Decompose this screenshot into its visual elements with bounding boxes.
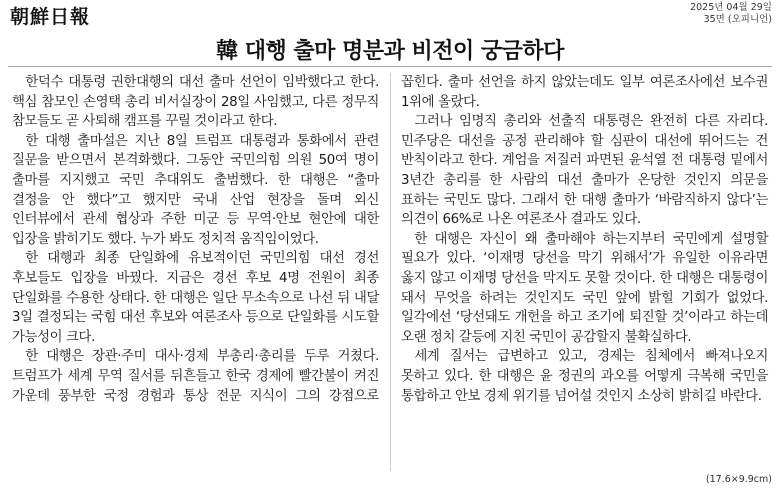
issue-meta [690, 2, 772, 26]
paragraph: 세계 질서는 급변하고 있고, 경제는 침체에서 빠져나오지 못하고 있다. 한 대행은 윤 정권의 과오를 어떻게 극복해 국민을 통합하고 안보 경제 위기를 넘어설 것인지 소상히 밝히길 바란다. [401, 349, 768, 404]
paragraph: 한 대행 출마설은 지난 8일 트럼프 대통령과 통화에서 관련 질문을 받으면서 본격화했다. 그동안 국민의힘 의원 50여 명이 출마를 지지했고 국민 추대위도 출범했다. 한 대행은 “출마 결정을 안 했다”고 했지만 국내 산업 현장을 돌며 외신 인터뷰에서 관세 협상과 주한 미군 등 무역·안보 현안에 대한 입장을 밝히기도 했다. 누가 봐도 정치적 움직임이었다. [12, 133, 379, 247]
clipping-size: (17.6×9.9cm) [705, 474, 772, 485]
paragraph: 한 대행은 장관·주미 대사·경제 부총리·총리를 두루 거쳤다. 트럼프가 세계 무역 질서를 뒤흔들고 한국 경제에 빨간불이 켜진 가운데 풍부한 국정 경험과 통상 전문 지식이 그의 강점으로 꼽힌다. 출마 선언을 하지 않았는데도 일부 여론조사에선 보수권 1위에 올랐다. [12, 75, 768, 404]
newspaper-logo: 朝鮮日報 [10, 6, 91, 28]
article-headline: 韓 대행 출마 명분과 비전이 궁금하다 [216, 39, 564, 64]
paragraph: 한덕수 대통령 권한대행의 대선 출마 선언이 임박했다고 한다. 핵심 참모인 손영택 총리 비서실장이 28일 사임했고, 다른 정무직 참모들도 곧 사퇴해 캠프를 꾸릴 것이라고 한다. [12, 75, 379, 130]
issue-date: 2025년 04월 29일 [690, 2, 772, 13]
paragraph: 한 대행은 자신이 왜 출마해야 하는지부터 국민에게 설명할 필요가 있다. ‘이재명 당선을 막기 위해서’가 유일한 이유라면 옳지 않고 이재명 당선을 막지도 못할 것이다. 한 대행은 대통령이 돼서 무엇을 하려는 것인지도 국민 앞에 밝힐 기회가 없었다. 일각에선 ‘당선돼도 개헌을 하고 조기에 퇴진할 것’이라고 하는데 오랜 정치 갈등에 지친 국민이 공감할지 불확실하다. [401, 231, 768, 345]
paragraph: 한 대행과 최종 단일화에 유보적이던 국민의힘 대선 경선 후보들도 입장을 바꿨다. 지금은 경선 후보 4명 전원이 최종 단일화를 수용한 상태다. 한 대행은 일단 무소속으로 나선 뒤 내달 3일 결정되는 국힘 대선 후보와 여론조사 등으로 단일화를 시도할 가능성이 크다. [12, 251, 379, 345]
paragraph: 그러나 임명직 총리와 선출직 대통령은 완전히 다른 자리다. 민주당은 대선을 공정 관리해야 할 심판이 대선에 뛰어드는 건 반칙이라고 한다. 계엄을 저질러 파면된 윤석열 전 대통령 밑에서 3년간 총리를 한 사람의 대선 출마가 온당한 것인지 의문을 표하는 국민도 많다. 그래서 한 대행 출마가 ‘바람직하지 않다’는 의견이 66%로 나온 여론조사 결과도 있다. [401, 114, 768, 228]
headline-divider [8, 66, 772, 67]
article-body [12, 73, 768, 471]
page-section: 35면 (오피니언) [703, 14, 772, 25]
